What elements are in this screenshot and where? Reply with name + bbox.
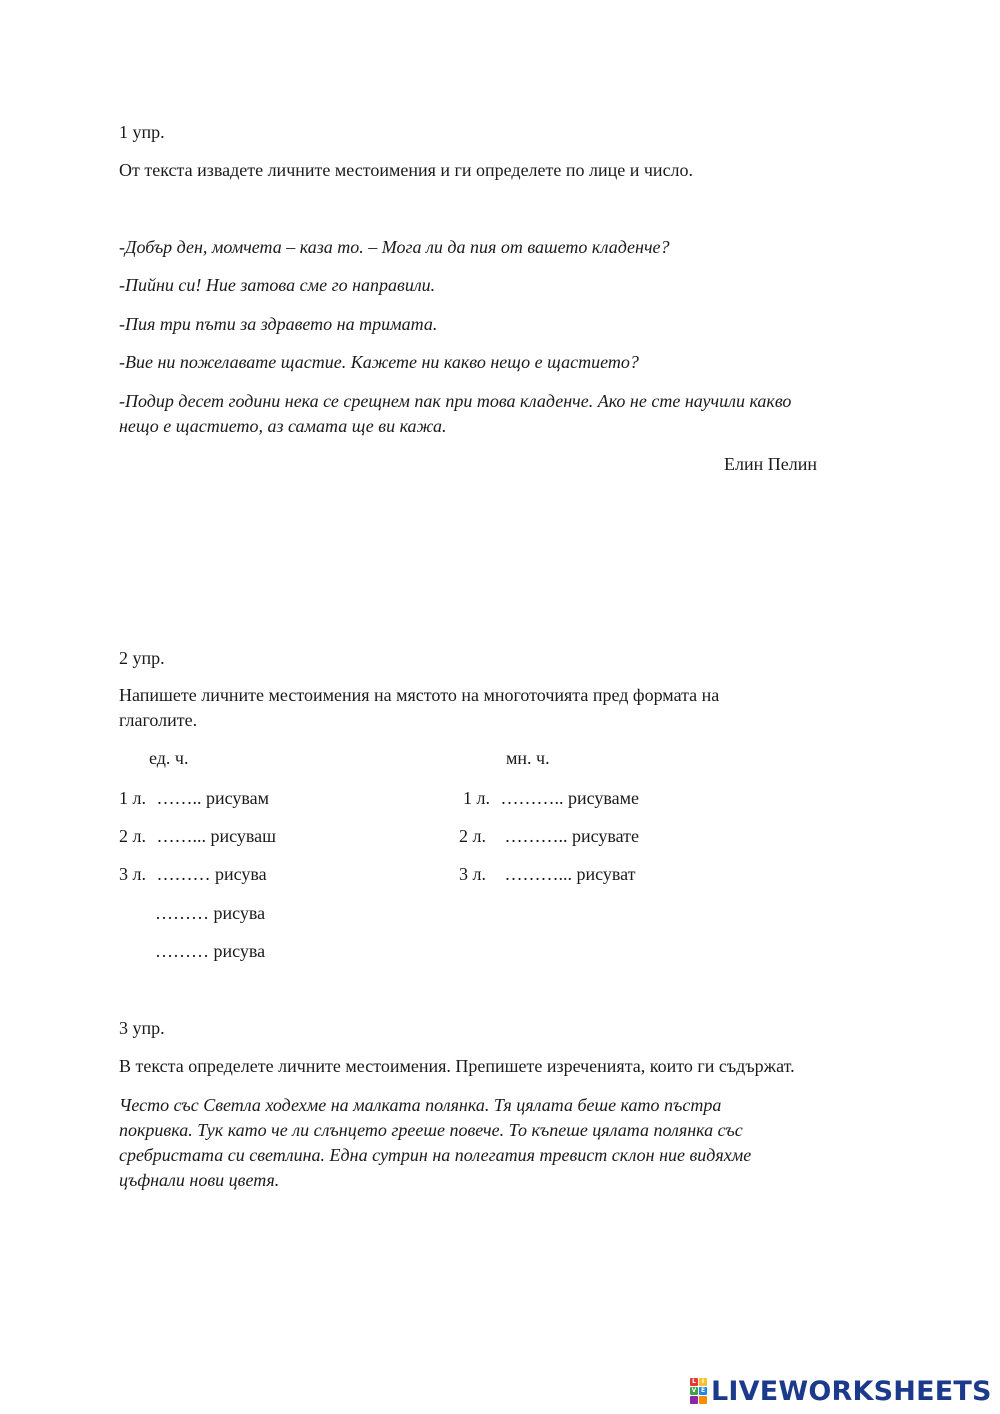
exercise-2-instruction-line-2: глаголите. [119, 710, 198, 730]
mark-cell: V [691, 1387, 697, 1394]
author: Елин Пелин [724, 454, 817, 474]
exercise-3-text-line-1: Често със Светла ходехме на малката полянка. Тя цялата беше като пъстра [119, 1095, 722, 1115]
exercise-1-title: 1 упр. [119, 122, 165, 142]
person-label: 2 л. [459, 826, 486, 846]
dialogue-line-2: -Пийни си! Ние затова сме го направили. [119, 275, 436, 295]
singular-row-2 [119, 824, 276, 849]
exercise-3-text-line-3: сребристата си светлина. Една сутрин на полегатия тревист склон ние видяхме [119, 1145, 752, 1165]
verb: рисува [213, 941, 266, 961]
liveworksheets-logo[interactable] [690, 1376, 992, 1406]
pronoun-blank[interactable]: ……….. [500, 788, 564, 808]
dialogue-line-4: -Вие ни пожелавате щастие. Кажете ни какво нещо е щастието? [119, 352, 639, 372]
mark-cell: I [699, 1378, 707, 1386]
pronoun-blank[interactable]: ……… [155, 903, 209, 923]
verb: рисуваш [210, 826, 276, 846]
verb: рисувам [205, 788, 270, 808]
exercise-3-title: 3 упр. [119, 1018, 165, 1038]
pronoun-blank[interactable]: ……... [156, 826, 206, 846]
singular-header: ед. ч. [149, 748, 189, 768]
plural-row-3 [459, 862, 636, 887]
verb: рисува [213, 903, 266, 923]
singular-row-5 [155, 939, 265, 964]
liveworksheets-mark-icon [690, 1378, 707, 1404]
person-label: 3 л. [459, 864, 486, 884]
person-label: 1 л. [463, 788, 490, 808]
pronoun-blank[interactable]: ……….. [504, 826, 568, 846]
exercise-1-instruction: От текста извадете личните местоимения и ги определете по лице и число. [119, 160, 694, 180]
pronoun-blank[interactable]: …….. [156, 788, 202, 808]
plural-row-1 [463, 786, 639, 811]
verb: рисувате [571, 826, 640, 846]
pronoun-blank[interactable]: ……… [155, 941, 209, 961]
singular-row-4 [155, 901, 265, 926]
person-label: 1 л. [119, 788, 146, 808]
plural-row-2 [459, 824, 639, 849]
verb: рисуват [576, 864, 636, 884]
pronoun-blank[interactable]: ………... [504, 864, 572, 884]
dialogue-line-5: -Подир десет години нека се срещнем пак при това кладенче. Ако не сте научили какво [119, 391, 792, 411]
mark-cell [699, 1396, 707, 1404]
exercise-3-instruction: В текста определете личните местоимения. Препишете изреченията, които ги съдържат. [119, 1056, 795, 1076]
person-label: 3 л. [119, 864, 146, 884]
person-label: 2 л. [119, 826, 146, 846]
verb: рисува [214, 864, 267, 884]
dialogue-line-6: нещо е щастието, аз самата ще ви кажа. [119, 416, 447, 436]
plural-header: мн. ч. [506, 748, 550, 768]
mark-cell [690, 1396, 698, 1404]
exercise-2-title: 2 упр. [119, 648, 165, 668]
dialogue-line-1: -Добър ден, момчета – каза то. – Мога ли да пия от вашето кладенче? [119, 237, 670, 257]
exercise-2-instruction-line-1: Напишете личните местоимения на мястото на многоточията пред формата на [119, 685, 720, 705]
mark-cell: L [690, 1378, 698, 1386]
exercise-3-text-line-2: покривка. Тук като че ли слънцето грееше повече. То къпеше цялата полянка със [119, 1120, 743, 1140]
singular-row-1 [119, 786, 269, 811]
exercise-3-text-line-4: цъфнали нови цветя. [119, 1170, 280, 1190]
mark-cell: E [700, 1387, 706, 1394]
pronoun-blank[interactable]: ……… [156, 864, 211, 884]
singular-row-3 [119, 862, 267, 887]
verb: рисуваме [567, 788, 639, 808]
dialogue-line-3: -Пия три пъти за здравето на тримата. [119, 314, 438, 334]
logo-text: LIVEWORKSHEETS [711, 1375, 992, 1407]
